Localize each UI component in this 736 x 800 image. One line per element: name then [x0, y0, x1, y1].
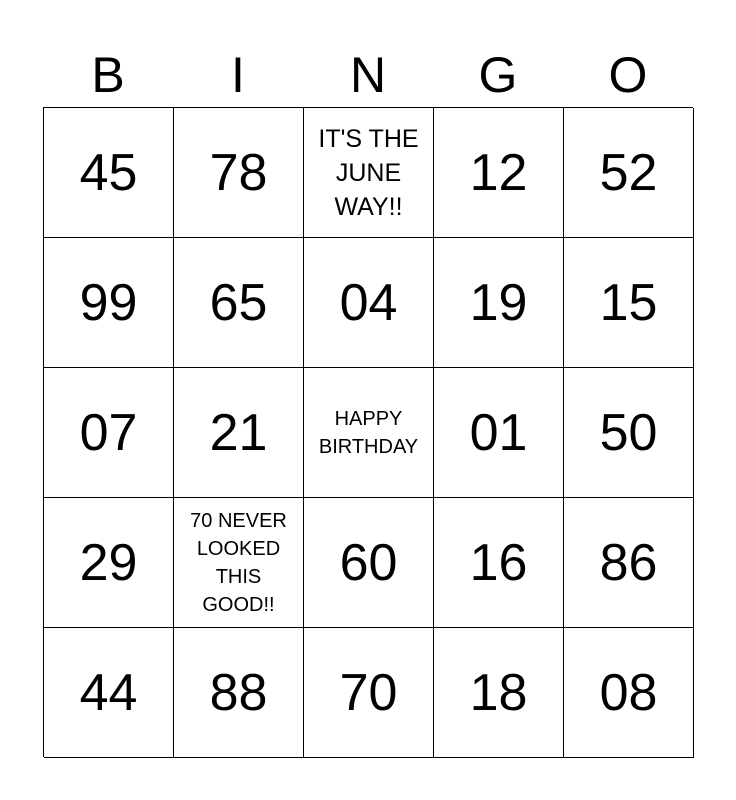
bingo-cell: 50 — [564, 368, 694, 498]
header-letter-i: I — [231, 47, 245, 103]
header-letter-b: B — [91, 47, 125, 103]
bingo-cell: 70 — [304, 628, 434, 758]
bingo-cell: 78 — [174, 108, 304, 238]
bingo-cell: 88 — [174, 628, 304, 758]
bingo-cell: 60 — [304, 498, 434, 628]
header-letter-n: N — [349, 47, 387, 103]
bingo-cell: 44 — [44, 628, 174, 758]
bingo-cell: 01 — [434, 368, 564, 498]
bingo-cell: 04 — [304, 238, 434, 368]
bingo-cell: 99 — [44, 238, 174, 368]
bingo-cell: 65 — [174, 238, 304, 368]
bingo-cell: 29 — [44, 498, 174, 628]
bingo-header — [43, 44, 693, 106]
bingo-cell: 15 — [564, 238, 694, 368]
bingo-cell: 16 — [434, 498, 564, 628]
bingo-cell: 18 — [434, 628, 564, 758]
bingo-cell: 52 — [564, 108, 694, 238]
bingo-cell: 86 — [564, 498, 694, 628]
bingo-cell-text: 70 NEVER LOOKED THIS GOOD!! — [174, 498, 304, 628]
bingo-cell: 12 — [434, 108, 564, 238]
bingo-cell: 19 — [434, 238, 564, 368]
header-letter-o: O — [608, 47, 648, 103]
bingo-cell: 08 — [564, 628, 694, 758]
bingo-cell-text: HAPPY BIRTHDAY — [304, 368, 434, 498]
bingo-board — [43, 107, 693, 757]
bingo-cell-text: IT'S THE JUNE WAY!! — [304, 108, 434, 238]
bingo-cell: 07 — [44, 368, 174, 498]
bingo-cell: 45 — [44, 108, 174, 238]
header-letter-g: G — [478, 47, 518, 103]
bingo-cell: 21 — [174, 368, 304, 498]
